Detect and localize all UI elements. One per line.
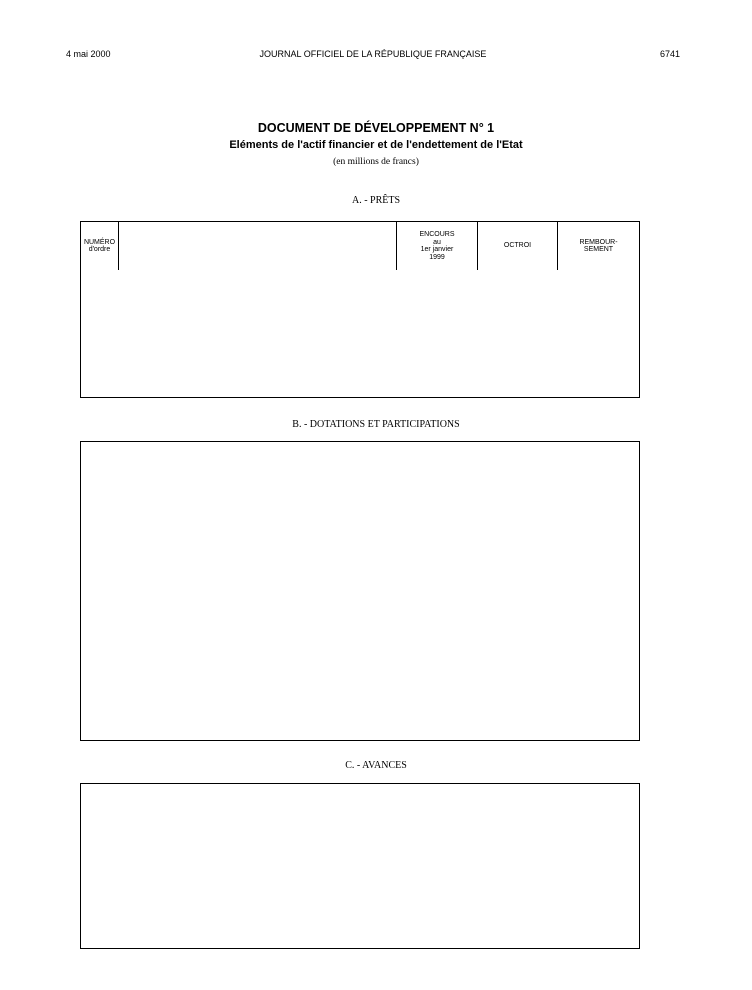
page-header (66, 49, 680, 61)
section-c-title: C. - AVANCES (345, 760, 407, 771)
document-subtitle: Eléments de l'actif financier et de l'endettement de l'Etat (229, 139, 523, 151)
column-header: NUMÉRO d'ordre (81, 222, 119, 270)
units-note: (en millions de francs) (333, 157, 419, 167)
column-header: REMBOUR- SEMENT (579, 238, 618, 253)
document-title: DOCUMENT DE DÉVELOPPEMENT N° 1 (257, 121, 495, 135)
column-header: ENCOURS au 1er janvier 1999 (397, 222, 478, 270)
header-journal: JOURNAL OFFICIEL DE LA RÉPUBLIQUE FRANÇAISE (259, 49, 487, 59)
section-b-title: B. - DOTATIONS ET PARTICIPATIONS (292, 419, 460, 430)
table-dotations-participations (80, 441, 640, 741)
column-header (119, 222, 397, 270)
header-date: 4 mai 2000 (66, 49, 111, 59)
column-header: OCTROI (478, 222, 558, 270)
section-a-title: A. - PRÊTS (351, 195, 401, 206)
header-page-number: 6741 (659, 49, 680, 59)
table-avances (80, 783, 640, 949)
table-prets (80, 221, 640, 398)
